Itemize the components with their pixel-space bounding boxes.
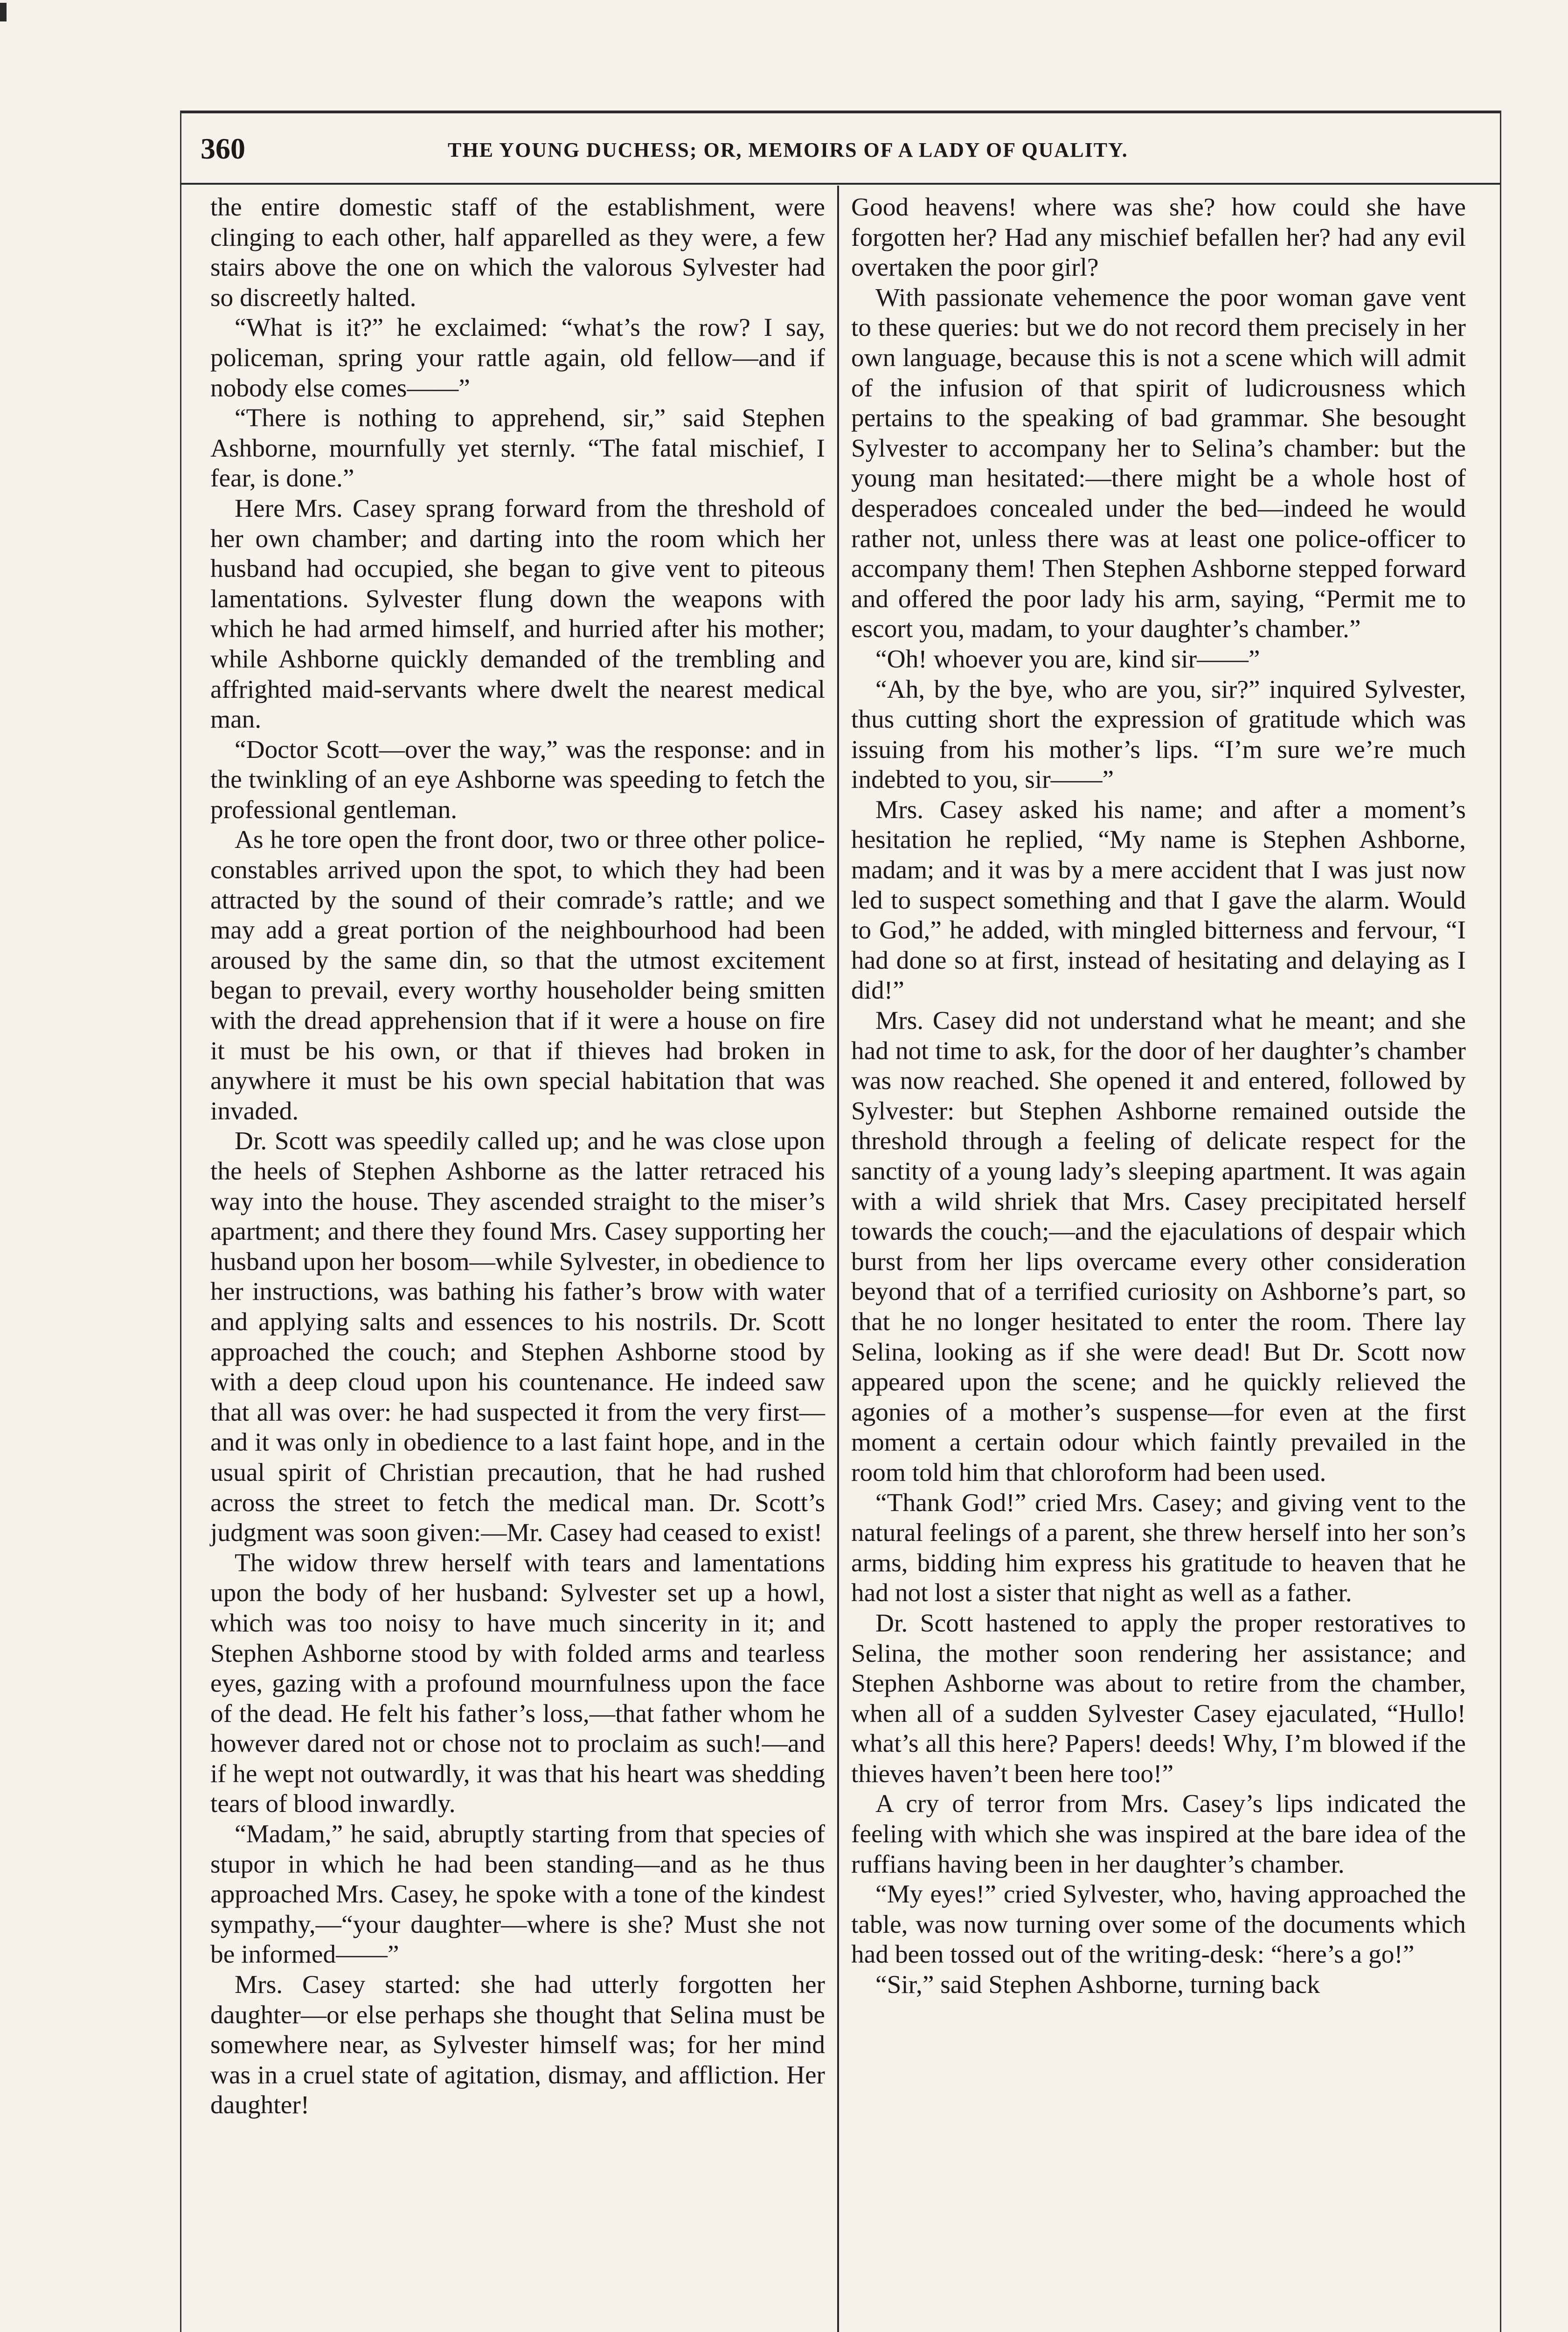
paragraph: “Thank God!” cried Mrs. Casey; and giving vent to the natural feelings of a parent, she threw herself into her son’s arms, bidding him express his gratitude to heaven that he had not lost a sister that night as well as a father. [851, 1488, 1466, 1607]
paragraph: Good heavens! where was she? how could she have forgotten her? Had any mischief befallen her? had any evil overtaken the poor girl? [851, 193, 1466, 282]
paragraph: With passionate vehemence the poor woman gave vent to these queries: but we do not record them precisely in her own language, because this is not a scene which will admit of the infusion of that spirit of ludicrousness which pertains to the speaking of bad grammar. She besought Sylvester to accompany her to Selina’s chamber: but the young man hesitated:—there might be a whole host of desperadoes concealed under the bed—indeed he would rather not, unless there was at least one police-officer to accompany them! Then Stephen Ashborne stepped forward and offered the poor lady his arm, saying, “Permit me to escort you, madam, to your daughter’s chamber.” [851, 283, 1466, 643]
running-head: THE YOUNG DUCHESS; OR, MEMOIRS OF A LADY OF QUALITY. [448, 139, 1128, 161]
paragraph: Mrs. Casey started: she had utterly forgotten her daughter—or else perhaps she thought that Selina must be somewhere near, as Sylvester himself was; for her mind was in a cruel state of agitation, dismay, and affliction. Her daughter! [210, 1970, 825, 2119]
paragraph: “Ah, by the bye, who are you, sir?” inquired Sylvester, thus cutting short the expression of gratitude which was issuing from his mother’s lips. “I’m sure we’re much indebted to you, sir——” [851, 674, 1466, 794]
right-column [851, 192, 1466, 2000]
paragraph: The widow threw herself with tears and lamentations upon the body of her husband: Sylvester set up a howl, which was too noisy to have much sincerity in it; and Stephen Ashborne stood by with folded arms and tearless eyes, gazing with a profound mournfulness upon the face of the dead. He felt his father’s loss,—that father whom he however dared not or chose not to proclaim as such!—and if he wept not outwardly, it was that his heart was shedding tears of blood inwardly. [210, 1548, 825, 1818]
paragraph: Dr. Scott was speedily called up; and he was close upon the heels of Stephen Ashborne as the latter retraced his way into the house. They ascended straight to the miser’s apartment; and there they found Mrs. Casey supporting her husband upon her bosom—while Sylvester, in obedience to her instructions, was bathing his father’s brow with water and applying salts and essences to his nostrils. Dr. Scott approached the couch; and Stephen Ashborne stood by with a deep cloud upon his countenance. He indeed saw that all was over: he had suspected it from the very first—and it was only in obedience to a last faint hope, and in the usual spirit of Christian precaution, that he had rushed across the street to fetch the medical man. Dr. Scott’s judgment was soon given:—Mr. Casey had ceased to exist! [210, 1126, 825, 1547]
paragraph: Mrs. Casey did not understand what he meant; and she had not time to ask, for the door of her daughter’s chamber was now reached. She opened it and entered, followed by Sylvester: but Stephen Ashborne remained outside the threshold through a feeling of delicate respect for the sanctity of a young lady’s sleeping apartment. It was again with a wild shriek that Mrs. Casey precipitated herself towards the couch;—and the ejaculations of despair which burst from her lips overcame every other consideration beyond that of a terrified curiosity on Ashborne’s part, so that he no longer hesitated to enter the room. There lay Selina, looking as if she were dead! But Dr. Scott now appeared upon the scene; and he quickly relieved the agonies of a mother’s suspense—for even at the first moment a certain odour which faintly prevailed in the room told him that chloroform had been used. [851, 1006, 1466, 1486]
paragraph: “What is it?” he exclaimed: “what’s the row? I say, policeman, spring your rattle again, old fellow—and if nobody else comes——” [210, 313, 825, 402]
paragraph: Dr. Scott hastened to apply the proper restoratives to Selina, the mother soon rendering her assistance; and Stephen Ashborne was about to retire from the chamber, when all of a sudden Sylvester Casey ejaculated, “Hullo! what’s all this here? Papers! deeds! Why, I’m blowed if the thieves haven’t been here too!” [851, 1608, 1466, 1788]
paragraph: “There is nothing to apprehend, sir,” said Stephen Ashborne, mournfully yet sternly. “The fatal mischief, I fear, is done.” [210, 403, 825, 493]
margin-mark [0, 3, 7, 21]
header-rule [180, 183, 1500, 185]
paragraph: “My eyes!” cried Sylvester, who, having approached the table, was now turning over some of the documents which had been tossed out of the writing-desk: “here’s a go!” [851, 1880, 1466, 1969]
page-number: 360 [201, 132, 245, 165]
paragraph: “Sir,” said Stephen Ashborne, turning back [875, 1970, 1320, 1999]
paragraph: As he tore open the front door, two or three other police-constables arrived upon the spot, to which they had been attracted by the sound of their comrade’s rattle; and we may add a great portion of the neighbourhood had been aroused by the same din, so that the utmost excitement began to prevail, every worthy householder being smitten with the dread apprehension that if it were a house on fire it must be his own, or that if thieves had broken in anywhere it must be his own special habitation that was invaded. [210, 825, 825, 1125]
column-divider [837, 186, 839, 2332]
paragraph: “Madam,” he said, abruptly starting from that species of stupor in which he had been standing—and as he thus approached Mrs. Casey, he spoke with a tone of the kindest sympathy,—“your daughter—where is she? Must she not be informed——” [210, 1819, 825, 1969]
paragraph: Mrs. Casey asked his name; and after a moment’s hesitation he replied, “My name is Stephen Ashborne, madam; and it was by a mere accident that I was just now led to suspect something and that I gave the alarm. Would to God,” he added, with mingled bitterness and fervour, “I had done so at first, instead of hesitating and delaying as I did!” [851, 795, 1466, 1005]
paragraph: “Oh! whoever you are, kind sir——” [875, 644, 1260, 673]
paragraph: “Doctor Scott—over the way,” was the response: and in the twinkling of an eye Ashborne was speeding to fetch the professional gentleman. [210, 735, 825, 824]
paragraph: the entire domestic staff of the establishment, were clinging to each other, half apparelled as they were, a few stairs above the one on which the valorous Sylvester had so discreetly halted. [210, 193, 825, 312]
paragraph: Here Mrs. Casey sprang forward from the threshold of her own chamber; and darting into the room which her husband had occupied, she began to give vent to piteous lamentations. Sylvester flung down the weapons with which he had armed himself, and hurried after his mother; while Ashborne quickly demanded of the trembling and affrighted maid-servants where dwelt the nearest medical man. [210, 493, 825, 734]
left-column [210, 192, 825, 2120]
paragraph: A cry of terror from Mrs. Casey’s lips indicated the feeling with which she was inspired at the bare idea of the ruffians having been in her daughter’s chamber. [851, 1789, 1466, 1878]
